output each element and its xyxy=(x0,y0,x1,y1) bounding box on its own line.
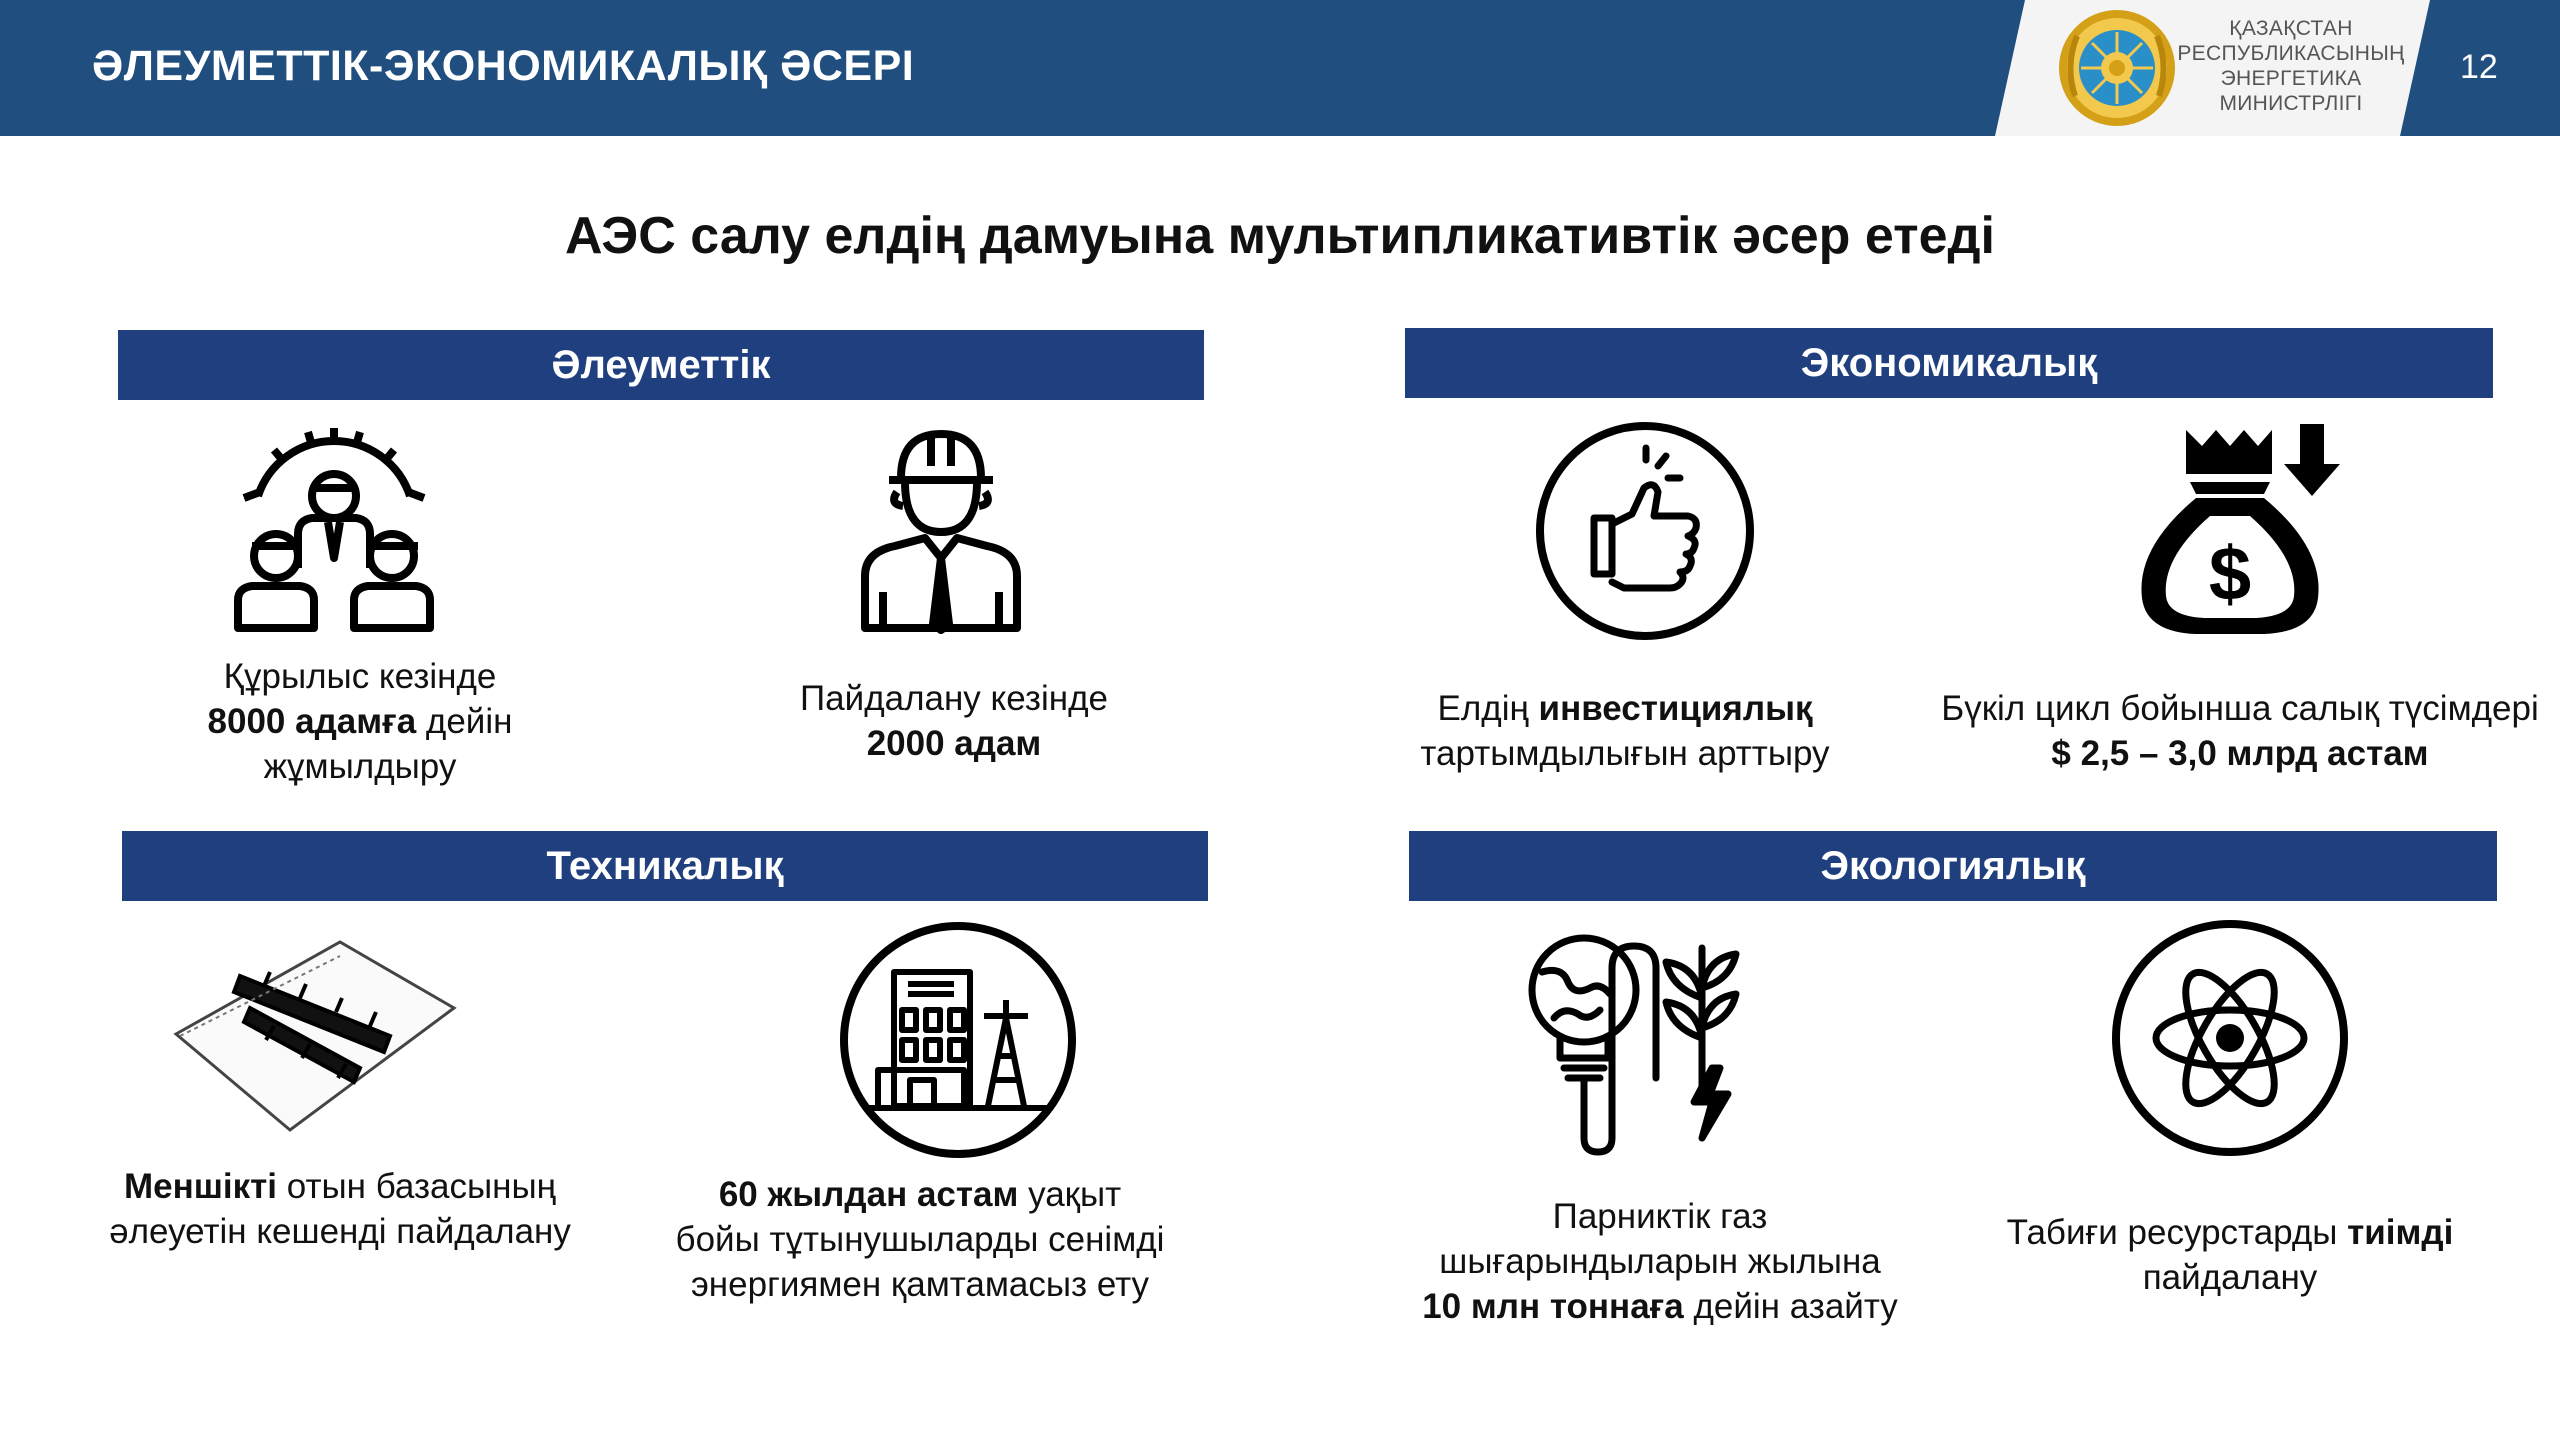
atom-icon xyxy=(2110,918,2350,1158)
fuel-deposit-icon xyxy=(170,936,460,1144)
caption-line: Парниктік газ xyxy=(1552,1197,1768,1236)
caption-line: пайдалану xyxy=(2142,1258,2318,1297)
caption-ecological-resources xyxy=(1930,1210,2530,1300)
caption-line: $ 2,5 – 3,0 млрд астам xyxy=(2051,734,2429,773)
caption-line: 60 жылдан астам уақыт xyxy=(718,1175,1122,1214)
money-bag-icon xyxy=(2140,420,2344,640)
caption-technical-fuel xyxy=(90,1164,590,1254)
caption-line: шығарындыларын жылына xyxy=(1439,1242,1881,1281)
caption-line: 10 млн тоннаға дейін азайту xyxy=(1422,1287,1898,1326)
caption-line: тартымдылығын арттыру xyxy=(1420,734,1830,773)
caption-line: жұмылдыру xyxy=(263,747,457,786)
power-plant-icon xyxy=(838,920,1078,1160)
caption-line: энергиямен қамтамасыз ету xyxy=(690,1265,1150,1304)
caption-line: 8000 адамға дейін xyxy=(207,702,513,741)
workers-gear-icon xyxy=(228,418,440,634)
caption-technical-supply xyxy=(640,1172,1200,1307)
caption-line: Табиғи ресурстарды тиімді xyxy=(2006,1213,2454,1252)
main-title: АЭС салу елдің дамуына мультипликативтік әсер етеді xyxy=(565,207,1995,265)
caption-line: бойы тұтынушыларды сенімді xyxy=(675,1220,1165,1259)
caption-economic-investment xyxy=(1390,686,1860,776)
page-header-title: ӘЛЕУМЕТТІК-ЭКОНОМИКАЛЫҚ ӘСЕРІ xyxy=(92,42,915,90)
caption-line: әлеуетін кешенді пайдалану xyxy=(109,1212,571,1251)
caption-line: Құрылыс кезінде xyxy=(223,657,497,696)
caption-social-construction xyxy=(110,654,610,789)
caption-line: Елдің инвестициялық xyxy=(1437,689,1813,728)
caption-line: Меншікті отын базасының xyxy=(123,1167,556,1206)
thumbs-up-icon xyxy=(1534,420,1756,642)
caption-line: Пайдалану кезінде xyxy=(800,679,1108,718)
caption-economic-taxes xyxy=(1880,686,2560,776)
section-bar-technical: Техникалық xyxy=(122,831,1208,901)
caption-line: 2000 адам xyxy=(866,724,1042,763)
caption-line: Бүкіл цикл бойынша салық түсімдері xyxy=(1941,689,2539,728)
section-bar-economic: Экономикалық xyxy=(1405,328,2493,398)
state-emblem-icon xyxy=(2055,6,2179,130)
svg-text:$: $ xyxy=(2208,532,2252,617)
ministry-name: ҚАЗАҚСТАН РЕСПУБЛИКАСЫНЫҢ ЭНЕРГЕТИКА МИНИСТРЛІГІ xyxy=(2177,17,2405,115)
section-bar-ecological: Экологиялық xyxy=(1409,831,2497,901)
eco-bulb-icon xyxy=(1524,928,1760,1158)
engineer-icon xyxy=(855,422,1027,634)
section-bar-social: Әлеуметтік xyxy=(118,330,1204,400)
caption-social-operation xyxy=(704,676,1204,766)
caption-ecological-emissions xyxy=(1380,1194,1940,1329)
page-number: 12 xyxy=(2460,48,2498,86)
